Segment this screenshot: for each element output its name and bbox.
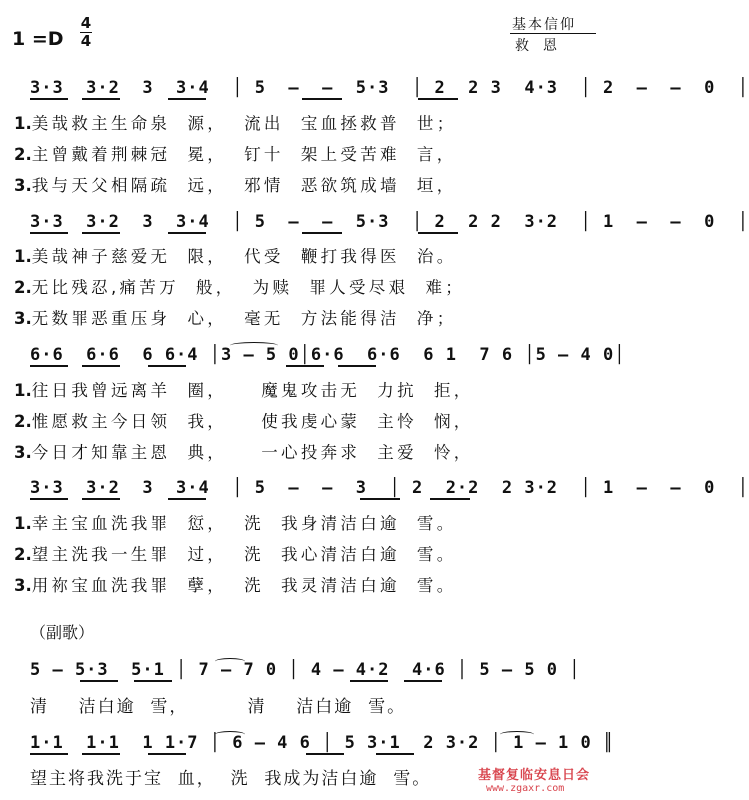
key-signature: 1 =D [12, 28, 64, 50]
lyric-line: 3.用祢宝血洗我罪 孽， 洗 我灵清洁白逾 雪。 [14, 576, 457, 595]
lyric-line: 1.美哉救主生命泉 源， 流出 宝血拯救普 世； [14, 114, 457, 133]
lyric-line: 1.美哉神子慈爱无 限， 代受 鞭打我得医 治。 [14, 247, 457, 266]
chorus-lyric-line: 望主将我洗于宝 血， 洗 我成为洁白逾 雪。 [30, 769, 432, 789]
watermark-url: www.zgaxr.com [486, 783, 565, 794]
lyric-line: 3.我与天父相隔疏 远， 邪情 恶欲筑成墙 垣， [14, 176, 457, 195]
notation-line: 6·6 6·6 6 6·4 │3 – 5 0│6·6 6·6 6 1 7 6 │5 – 4 0│ [30, 345, 626, 365]
chorus-lyric-line: 清 洁白逾 雪， 清 洁白逾 雪。 [30, 697, 407, 717]
hymn-title: 救恩 [515, 38, 571, 54]
lyric-line: 2.无比残忍,痛苦万 般， 为赎 罪人受尽艰 难； [14, 278, 466, 297]
chorus-label: （副歌） [30, 623, 95, 642]
time-signature-top: 4 [80, 14, 92, 32]
lyric-line: 1.往日我曾远离羊 圈， 魔鬼攻击无 力抗 拒， [14, 381, 474, 400]
lyric-line: 2.望主洗我一生罪 过， 洗 我心清洁白逾 雪。 [14, 545, 457, 564]
watermark-text: 基督复临安息日会 [478, 768, 591, 783]
chorus-notation-line: 5 – 5·3 5·1 │ 7 – 7 0 │ 4 – 4·2 4·6 │ 5 – 5 0 │ [30, 660, 581, 680]
notation-line: 3·3 3·2 3 3·4 │ 5 – – 5·3 │ 2 2 2 3·2 │ 1 – – 0 │ [30, 212, 749, 232]
lyric-line: 2.主曾戴着荆棘冠 冕， 钉十 架上受苦难 言， [14, 145, 457, 164]
chorus-notation-line: 1·1 1·1 1 1·7 │ 6 – 4 6 │ 5 3·1 2 3·2 │ 1 – 1 0 ║ [30, 733, 615, 753]
notation-line: 3·3 3·2 3 3·4 │ 5 – – 3 │ 2 2·2 2 3·2 │ 1 – – 0 │ [30, 478, 749, 498]
notation-line: 3·3 3·2 3 3·4 │ 5 – – 5·3 │ 2 2 3 4·3 │ 2 – – 0 │ [30, 78, 749, 98]
lyric-line: 3.今日才知靠主恩 典， 一心投奔求 主爱 怜， [14, 443, 474, 462]
lyric-line: 2.惟愿救主今日领 我， 使我虔心蒙 主怜 悯， [14, 412, 474, 431]
time-signature-bottom: 4 [80, 32, 92, 50]
category-divider [510, 33, 596, 34]
lyric-line: 3.无数罪恶重压身 心， 毫无 方法能得洁 净； [14, 309, 457, 328]
time-signature [80, 16, 92, 49]
lyric-line: 1.幸主宝血洗我罪 愆， 洗 我身清洁白逾 雪。 [14, 514, 457, 533]
hymn-category: 基本信仰 [512, 17, 576, 33]
